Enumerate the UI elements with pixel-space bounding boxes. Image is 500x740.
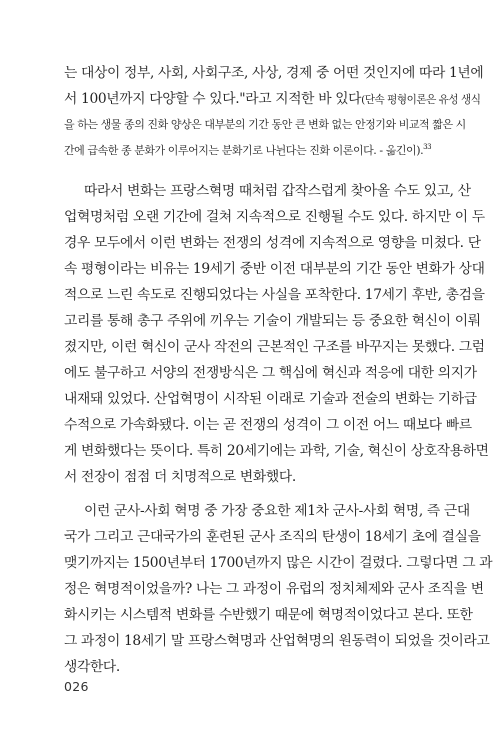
paragraph1-line2-text: 서 100년까지 다양할 수 있다."라고 지적한 바 있다 bbox=[64, 91, 362, 107]
paragraph2-line: 내재돼 있었다. 산업혁명이 시작된 이래로 기술과 전술의 변화는 기하급 bbox=[64, 391, 477, 407]
paragraph2-line: 적으로 느린 속도로 진행되었다는 사실을 포착한다. 17세기 후반, 총검을 bbox=[64, 287, 485, 303]
paragraph3-line: 화시키는 시스템적 변화를 수반했기 때문에 혁명적이었다고 본다. 또한 bbox=[64, 607, 473, 623]
paragraph2-line: 졌지만, 이런 혁신이 군사 작전의 근본적인 구조를 바꾸지는 못했다. 그럼 bbox=[64, 339, 485, 355]
paragraph1-line1: 는 대상이 정부, 사회, 사회구조, 사상, 경제 중 어떤 것인지에 따라 1년에 bbox=[64, 65, 484, 81]
paragraph2-line: 서 전장이 점점 더 치명적으로 변화했다. bbox=[64, 469, 296, 485]
paragraph1-line2 bbox=[64, 88, 481, 111]
paragraph3-line: 맺기까지는 1500년부터 1700년까지 많은 시간이 걸렸다. 그렇다면 그 과 bbox=[64, 555, 493, 571]
translator-note-line2: 을 하는 생물 종의 진화 양상은 대부분의 기간 동안 큰 변화 없는 안정기와 비교적 짧은 시 bbox=[64, 118, 466, 131]
page-number: 026 bbox=[64, 679, 89, 694]
translator-note-end: 간에 급속한 종 분화가 이루어지는 분화기로 나뉜다는 진화 이론이다. - 옮긴이). bbox=[64, 144, 424, 157]
paragraph2-line: 수적으로 가속화됐다. 이는 곧 전쟁의 성격이 그 이전 어느 때보다 빠르 bbox=[64, 417, 472, 433]
paragraph2-line: 속 평형이라는 비유는 19세기 중반 이전 대부분의 기간 동안 변화가 상대 bbox=[64, 261, 485, 277]
paragraph3-line: 국가 그리고 근대국가의 훈련된 군사 조직의 탄생이 18세기 초에 결실을 bbox=[64, 529, 481, 545]
paragraph3-line: 생각한다. bbox=[64, 659, 120, 675]
paragraph2-line: 고리를 통해 총구 주위에 끼우는 기술이 개발되는 등 중요한 혁신이 이뤄 bbox=[64, 313, 481, 329]
paragraph2-line: 따라서 변화는 프랑스혁명 때처럼 갑작스럽게 찾아올 수도 있고, 산 bbox=[84, 183, 471, 199]
translator-note-start: (단속 평형이론은 유성 생식 bbox=[361, 94, 481, 106]
paragraph3-line: 이런 군사-사회 혁명 중 가장 중요한 제1차 군사-사회 혁명, 즉 근대 bbox=[84, 503, 470, 519]
translator-note-line3 bbox=[64, 140, 438, 162]
paragraph2-line: 경우 모두에서 이런 변화는 전쟁의 성격에 지속적으로 영향을 미쳤다. 단 bbox=[64, 235, 481, 251]
paragraph3-line: 그 과정이 18세기 말 프랑스혁명과 산업혁명의 원동력이 되었을 것이라고 bbox=[64, 633, 490, 649]
footnote-reference: 33 bbox=[423, 143, 432, 151]
paragraph2-line: 업혁명처럼 오랜 기간에 걸쳐 지속적으로 진행될 수도 있다. 하지만 이 두 bbox=[64, 209, 485, 225]
paragraph3-line: 정은 혁명적이었을까? 나는 그 과정이 유럽의 정치체제와 군사 조직을 변 bbox=[64, 581, 484, 597]
paragraph2-line: 에도 불구하고 서양의 전쟁방식은 그 핵심에 혁신과 적응에 대한 의지가 bbox=[64, 365, 477, 381]
paragraph2-line: 게 변화했다는 뜻이다. 특히 20세기에는 과학, 기술, 혁신이 상호작용하면 bbox=[64, 443, 489, 459]
